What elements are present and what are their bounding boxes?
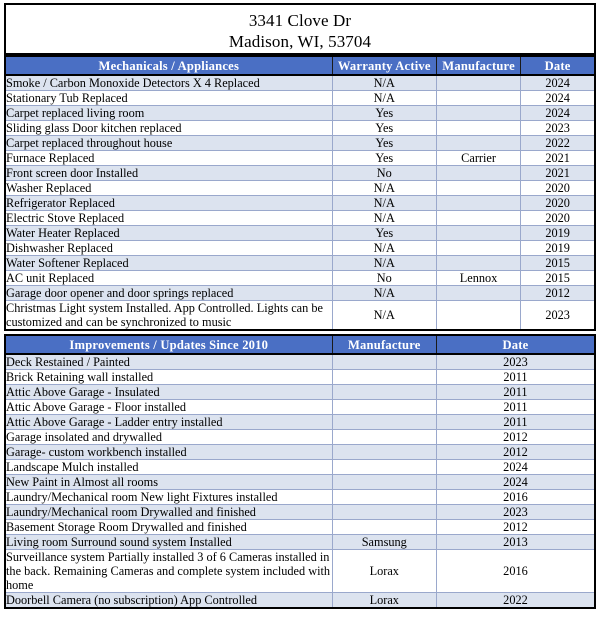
table-row	[5, 121, 595, 136]
cell-date: 2013	[436, 535, 595, 550]
cell-date: 2024	[436, 460, 595, 475]
cell-item: Basement Storage Room Drywalled and finished	[5, 520, 332, 535]
cell-item: Attic Above Garage - Floor installed	[5, 400, 332, 415]
cell-manufacture	[332, 354, 436, 370]
table-row	[5, 475, 595, 490]
cell-warranty: N/A	[332, 196, 436, 211]
cell-manufacture	[436, 256, 520, 271]
cell-manufacture	[332, 445, 436, 460]
cell-date: 2015	[521, 271, 595, 286]
table-row	[5, 271, 595, 286]
cell-item: Attic Above Garage - Ladder entry installed	[5, 415, 332, 430]
cell-date: 2011	[436, 415, 595, 430]
cell-date: 2023	[521, 301, 595, 331]
cell-manufacture	[332, 520, 436, 535]
cell-date: 2011	[436, 370, 595, 385]
cell-item: Stationary Tub Replaced	[5, 91, 332, 106]
cell-manufacture	[436, 91, 520, 106]
col-header-mechanicals: Mechanicals / Appliances	[5, 56, 332, 75]
cell-item: Living room Surround sound system Installed	[5, 535, 332, 550]
cell-item: Garage- custom workbench installed	[5, 445, 332, 460]
col-header-warranty-active: Warranty Active	[332, 56, 436, 75]
cell-manufacture	[332, 490, 436, 505]
cell-manufacture	[332, 400, 436, 415]
cell-warranty: Yes	[332, 106, 436, 121]
cell-item: Surveillance system Partially installed 3 of 6 Cameras installed in the back. Remaining Cameras and complete system included with home	[5, 550, 332, 593]
cell-manufacture	[436, 226, 520, 241]
table-row	[5, 196, 595, 211]
cell-date: 2022	[436, 593, 595, 609]
col-header-date: Date	[521, 56, 595, 75]
cell-manufacture: Carrier	[436, 151, 520, 166]
property-address-line2: Madison, WI, 53704	[228, 32, 372, 51]
cell-item: Laundry/Mechanical room Drywalled and finished	[5, 505, 332, 520]
cell-date: 2012	[436, 520, 595, 535]
table-row	[5, 106, 595, 121]
cell-warranty: N/A	[332, 181, 436, 196]
cell-item: Garage insolated and drywalled	[5, 430, 332, 445]
cell-manufacture	[332, 505, 436, 520]
cell-manufacture	[436, 286, 520, 301]
cell-item: Laundry/Mechanical room New light Fixtures installed	[5, 490, 332, 505]
cell-warranty: Yes	[332, 226, 436, 241]
cell-item: AC unit Replaced	[5, 271, 332, 286]
cell-date: 2024	[521, 106, 595, 121]
cell-item: Smoke / Carbon Monoxide Detectors X 4 Replaced	[5, 75, 332, 91]
table-row	[5, 75, 595, 91]
cell-date: 2012	[521, 286, 595, 301]
cell-item: Dishwasher Replaced	[5, 241, 332, 256]
table-row	[5, 91, 595, 106]
improvements-updates-table	[4, 334, 596, 609]
cell-manufacture	[332, 415, 436, 430]
table-row	[5, 211, 595, 226]
cell-item: Refrigerator Replaced	[5, 196, 332, 211]
cell-date: 2016	[436, 550, 595, 593]
property-title-block	[4, 3, 596, 55]
cell-item: Water Heater Replaced	[5, 226, 332, 241]
col-header-improvements-date: Date	[436, 335, 595, 354]
cell-date: 2023	[521, 121, 595, 136]
table-row	[5, 385, 595, 400]
table-row	[5, 301, 595, 331]
cell-manufacture	[436, 196, 520, 211]
cell-date: 2021	[521, 166, 595, 181]
table-row	[5, 354, 595, 370]
cell-warranty: Yes	[332, 136, 436, 151]
cell-warranty: No	[332, 166, 436, 181]
cell-manufacture: Samsung	[332, 535, 436, 550]
cell-manufacture	[436, 211, 520, 226]
cell-date: 2016	[436, 490, 595, 505]
property-address-line1: 3341 Clove Dr	[248, 11, 352, 30]
table-row	[5, 226, 595, 241]
cell-manufacture	[436, 166, 520, 181]
table-row	[5, 535, 595, 550]
cell-warranty: N/A	[332, 256, 436, 271]
cell-date: 2021	[521, 151, 595, 166]
cell-item: Carpet replaced living room	[5, 106, 332, 121]
cell-warranty: N/A	[332, 286, 436, 301]
table-row	[5, 241, 595, 256]
cell-date: 2020	[521, 211, 595, 226]
cell-item: Carpet replaced throughout house	[5, 136, 332, 151]
table-row	[5, 445, 595, 460]
table-row	[5, 370, 595, 385]
cell-manufacture	[332, 460, 436, 475]
cell-manufacture: Lorax	[332, 550, 436, 593]
col-header-improvements-manufacture: Manufacture	[332, 335, 436, 354]
cell-date: 2020	[521, 181, 595, 196]
cell-date: 2019	[521, 226, 595, 241]
cell-warranty: N/A	[332, 301, 436, 331]
improvements-table-body	[5, 354, 595, 608]
cell-date: 2012	[436, 430, 595, 445]
cell-warranty: N/A	[332, 91, 436, 106]
mechanicals-appliances-table	[4, 55, 596, 331]
cell-item: Attic Above Garage - Insulated	[5, 385, 332, 400]
table-row	[5, 430, 595, 445]
cell-manufacture	[332, 385, 436, 400]
cell-manufacture	[436, 181, 520, 196]
cell-manufacture	[436, 106, 520, 121]
table-row	[5, 166, 595, 181]
table-row	[5, 181, 595, 196]
cell-manufacture	[332, 430, 436, 445]
mechanicals-header-row	[5, 56, 595, 75]
cell-date: 2022	[521, 136, 595, 151]
table-row	[5, 505, 595, 520]
cell-item: Washer Replaced	[5, 181, 332, 196]
cell-manufacture	[436, 241, 520, 256]
cell-item: Water Softener Replaced	[5, 256, 332, 271]
cell-manufacture	[436, 121, 520, 136]
table-row	[5, 550, 595, 593]
improvements-header-row	[5, 335, 595, 354]
cell-item: Brick Retaining wall installed	[5, 370, 332, 385]
cell-item: Doorbell Camera (no subscription) App Controlled	[5, 593, 332, 609]
cell-manufacture: Lennox	[436, 271, 520, 286]
cell-item: Deck Restained / Painted	[5, 354, 332, 370]
cell-item: Furnace Replaced	[5, 151, 332, 166]
cell-manufacture: Lorax	[332, 593, 436, 609]
mechanicals-table-body	[5, 75, 595, 330]
cell-manufacture	[436, 301, 520, 331]
table-row	[5, 460, 595, 475]
cell-date: 2015	[521, 256, 595, 271]
cell-warranty: N/A	[332, 241, 436, 256]
cell-warranty: No	[332, 271, 436, 286]
cell-item: New Paint in Almost all rooms	[5, 475, 332, 490]
cell-warranty: Yes	[332, 151, 436, 166]
cell-date: 2012	[436, 445, 595, 460]
cell-warranty: N/A	[332, 75, 436, 91]
cell-manufacture	[436, 136, 520, 151]
table-row	[5, 415, 595, 430]
cell-date: 2023	[436, 505, 595, 520]
cell-manufacture	[332, 370, 436, 385]
cell-item: Landscape Mulch installed	[5, 460, 332, 475]
table-row	[5, 286, 595, 301]
cell-date: 2011	[436, 400, 595, 415]
cell-warranty: N/A	[332, 211, 436, 226]
cell-date: 2020	[521, 196, 595, 211]
table-row	[5, 136, 595, 151]
cell-manufacture	[332, 475, 436, 490]
cell-date: 2011	[436, 385, 595, 400]
table-row	[5, 400, 595, 415]
cell-date: 2019	[521, 241, 595, 256]
cell-item: Sliding glass Door kitchen replaced	[5, 121, 332, 136]
cell-date: 2023	[436, 354, 595, 370]
cell-date: 2024	[521, 75, 595, 91]
col-header-improvements: Improvements / Updates Since 2010	[5, 335, 332, 354]
cell-item: Garage door opener and door springs replaced	[5, 286, 332, 301]
cell-item: Front screen door Installed	[5, 166, 332, 181]
cell-manufacture	[436, 75, 520, 91]
table-row	[5, 151, 595, 166]
table-row	[5, 520, 595, 535]
cell-warranty: Yes	[332, 121, 436, 136]
cell-item: Electric Stove Replaced	[5, 211, 332, 226]
table-row	[5, 256, 595, 271]
cell-item: Christmas Light system Installed. App Controlled. Lights can be customized and can be synchronized to music	[5, 301, 332, 331]
col-header-manufacture: Manufacture	[436, 56, 520, 75]
table-row	[5, 593, 595, 609]
cell-date: 2024	[521, 91, 595, 106]
cell-date: 2024	[436, 475, 595, 490]
table-row	[5, 490, 595, 505]
